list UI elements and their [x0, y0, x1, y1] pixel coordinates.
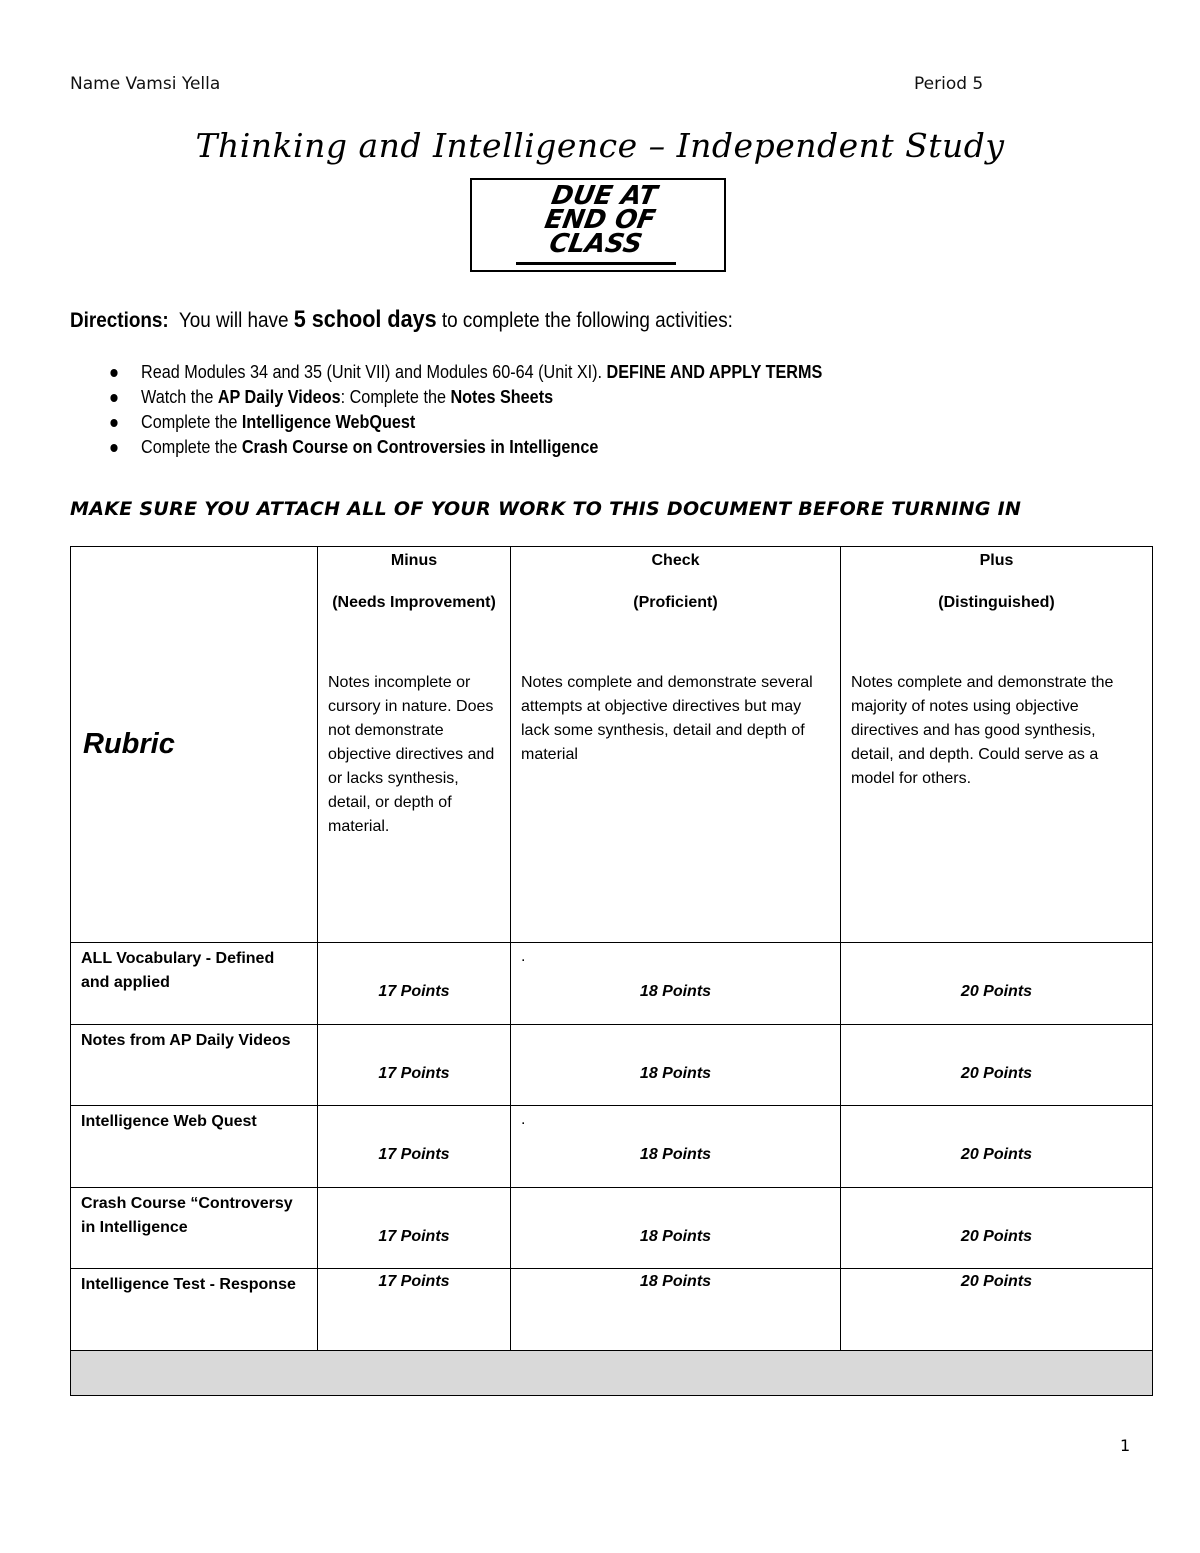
column-check: Check (Proficient) Notes complete and demonstrate several attempts at objective directives but may lack some synthesis, detail and depth of material: [511, 547, 841, 943]
directions-emphasis: 5 school days: [293, 306, 437, 333]
table-row: Crash Course “Controversy in Intelligence 17 Points 18 Points 20 Points: [71, 1188, 1153, 1269]
student-name: Name Vamsi Yella: [70, 74, 221, 94]
stamp-underline: [516, 262, 676, 265]
table-row: Intelligence Test - Response 17 Points 18 Points 20 Points: [71, 1269, 1153, 1351]
table-row: [71, 547, 1153, 943]
bullet-icon: [110, 394, 117, 402]
directions-label: Directions:: [70, 309, 169, 332]
due-stamp: [470, 178, 726, 272]
list-item: Complete the Intelligence WebQuest: [105, 410, 822, 435]
table-row: [71, 1351, 1153, 1396]
list-item: Complete the Crash Course on Controversies in Intelligence: [105, 435, 822, 460]
class-period: Period 5: [914, 74, 984, 94]
directions-text-before: You will have: [178, 309, 289, 332]
directions-text-after: to complete the following activities:: [441, 309, 733, 332]
column-plus: Plus (Distinguished) Notes complete and demonstrate the majority of notes using objective directives and has good synthesis, detail, and depth. Could serve as a model for others.: [841, 547, 1153, 943]
due-stamp-text: [506, 181, 695, 259]
directions: [70, 306, 733, 334]
rubric-label: Rubric: [71, 547, 318, 943]
table-row: Notes from AP Daily Videos 17 Points 18 Points 20 Points: [71, 1025, 1153, 1106]
activity-list: [105, 360, 822, 460]
bullet-icon: [110, 369, 117, 377]
page-number: 1: [1120, 1436, 1131, 1455]
stamp-line-1: DUE AT: [549, 181, 660, 211]
stamp-line-2: END OF: [542, 205, 658, 235]
bullet-icon: [110, 419, 117, 427]
stamp-line-3: CLASS: [546, 229, 645, 259]
list-item: Watch the AP Daily Videos: Complete the Notes Sheets: [105, 385, 822, 410]
column-minus: Minus (Needs Improvement) Notes incomplete or cursory in nature. Does not demonstrate objective directives and or lacks synthesis, detail, or depth of material.: [318, 547, 511, 943]
rubric-table: [70, 546, 1153, 1396]
table-footer: [71, 1351, 1153, 1396]
list-item: Read Modules 34 and 35 (Unit VII) and Modules 60-64 (Unit XI). DEFINE AND APPLY TERMS: [105, 360, 822, 385]
page-title: Thinking and Intelligence – Independent Study: [195, 126, 1005, 165]
bullet-icon: [110, 444, 117, 452]
table-row: ALL Vocabulary - Defined and applied 17 Points . 18 Points 20 Points: [71, 943, 1153, 1025]
attach-warning: MAKE SURE YOU ATTACH ALL OF YOUR WORK TO THIS DOCUMENT BEFORE TURNING IN: [70, 498, 1022, 520]
table-row: Intelligence Web Quest 17 Points . 18 Points 20 Points: [71, 1106, 1153, 1188]
